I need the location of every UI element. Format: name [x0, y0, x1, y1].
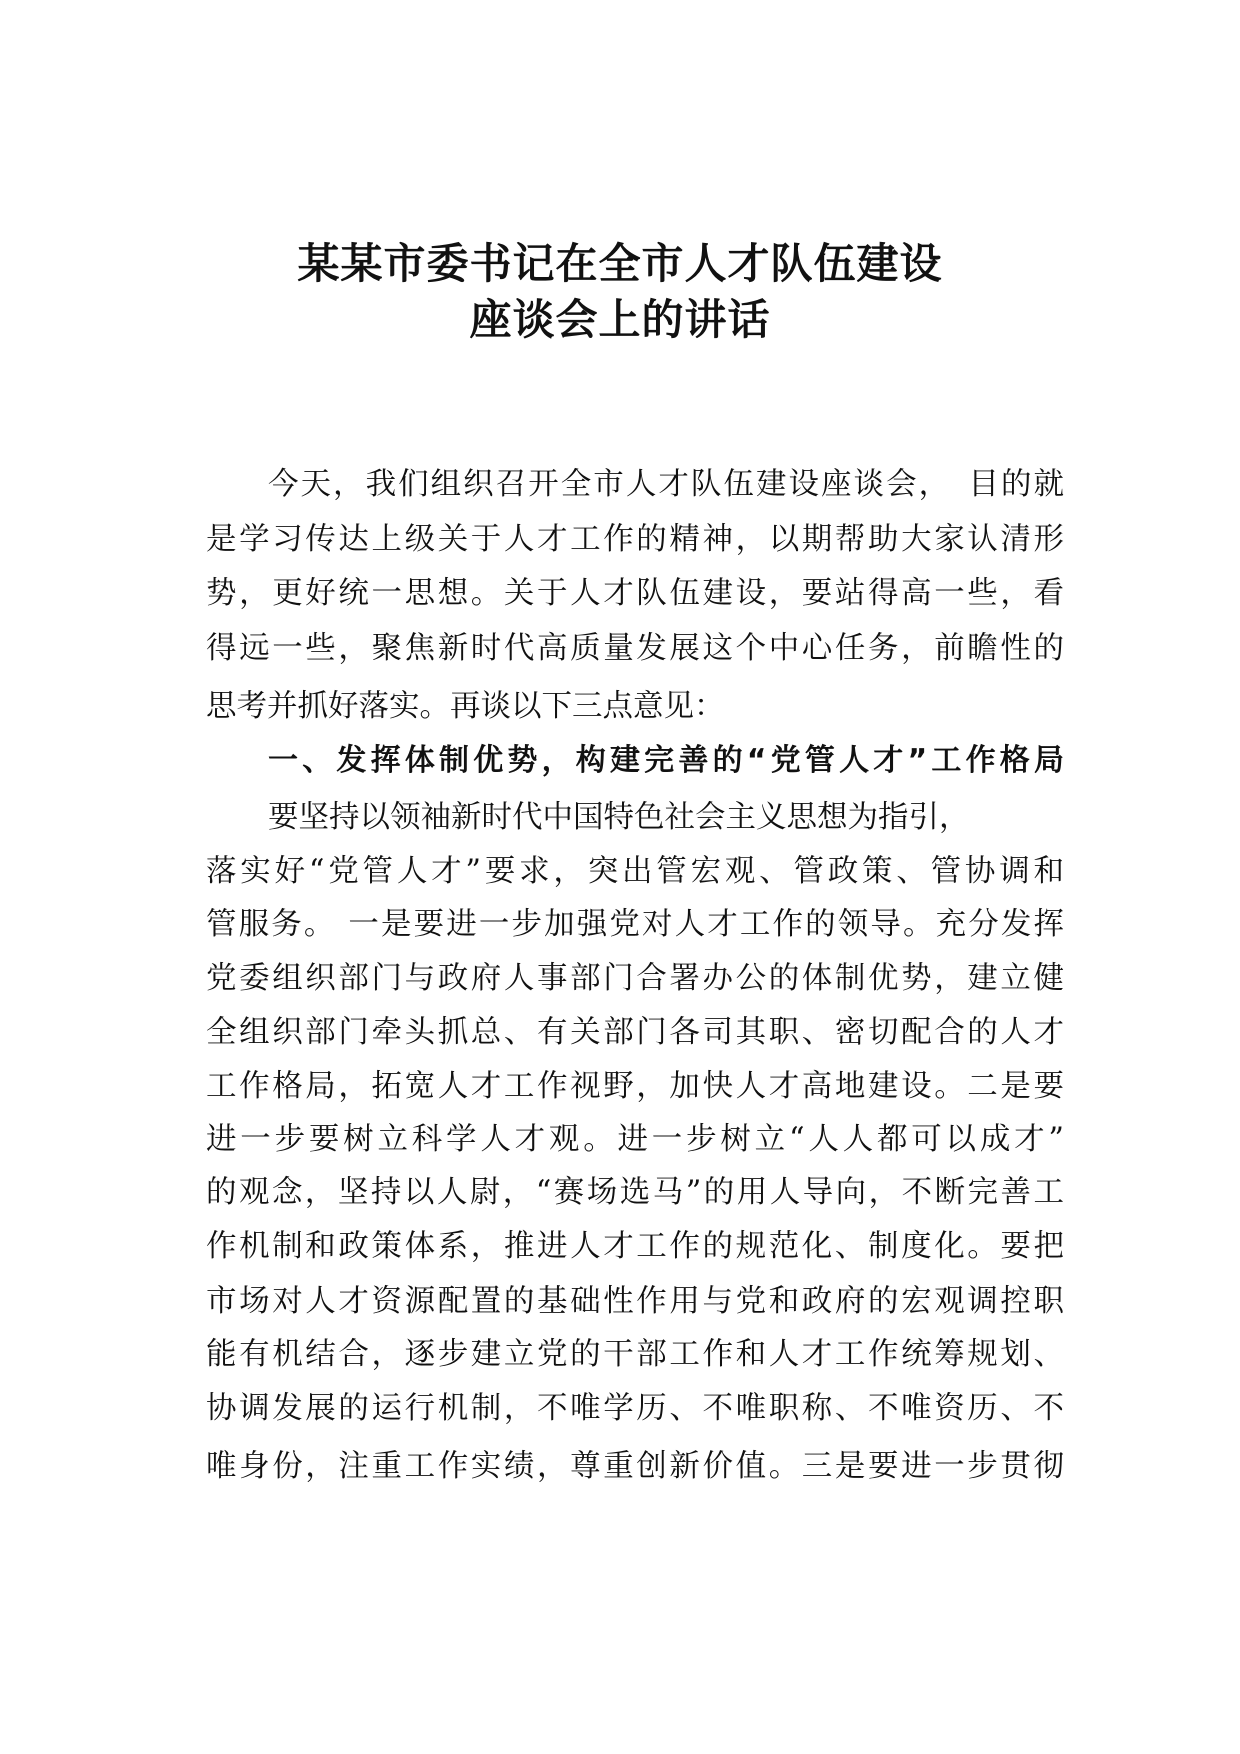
document-title-line-1: 某某市委书记在全市人才队伍建设	[297, 239, 943, 288]
paragraph-line: 全组织部门牵头抓总、有关部门各司其职、密切配合的人才	[206, 1015, 1064, 1050]
paragraph-line: 协调发展的运行机制，不唯学历、不唯职称、不唯资历、不	[206, 1391, 1064, 1426]
paragraph-line: 的观念，坚持以人尉，“赛场选马”的用人导向，不断完善工	[206, 1175, 1064, 1210]
paragraph-line: 今天，我们组织召开全市人才队伍建设座谈会， 目的就	[268, 467, 1064, 502]
paragraph-line: 唯身份，注重工作实绩，尊重创新价值。三是要进一步贯彻	[206, 1449, 1064, 1484]
paragraph-line: 得远一些，聚焦新时代高质量发展这个中心任务，前瞻性的	[206, 631, 1064, 666]
paragraph-line: 作机制和政策体系，推进人才工作的规范化、制度化。要把	[206, 1229, 1064, 1264]
document-title-line-2: 座谈会上的讲话	[469, 295, 771, 344]
paragraph-line: 要坚持以领袖新时代中国特色社会主义思想为指引，	[268, 800, 970, 835]
paragraph-line: 党委组织部门与政府人事部门合署办公的体制优势，建立健	[206, 961, 1064, 996]
paragraph-line: 是学习传达上级关于人才工作的精神，以期帮助大家认清形	[206, 522, 1064, 557]
section-heading: 一、发挥体制优势，构建完善的“党管人才”工作格局	[268, 743, 1064, 778]
paragraph-line: 进一步要树立科学人才观。进一步树立“人人都可以成才”	[206, 1122, 1064, 1157]
paragraph-line: 落实好“党管人才”要求，突出管宏观、管政策、管协调和	[206, 854, 1064, 889]
paragraph-line: 能有机结合，逐步建立党的干部工作和人才工作统筹规划、	[206, 1337, 1064, 1372]
paragraph-line: 工作格局，拓宽人才工作视野，加快人才高地建设。二是要	[206, 1069, 1064, 1104]
paragraph-line: 势，更好统一思想。关于人才队伍建设，要站得高一些，看	[206, 576, 1064, 611]
paragraph-line: 思考并抓好落实。再谈以下三点意见：	[206, 689, 725, 724]
paragraph-line: 市场对人才资源配置的基础性作用与党和政府的宏观调控职	[206, 1284, 1064, 1319]
paragraph-line: 管服务。 一是要进一步加强党对人才工作的领导。充分发挥	[206, 907, 1064, 942]
